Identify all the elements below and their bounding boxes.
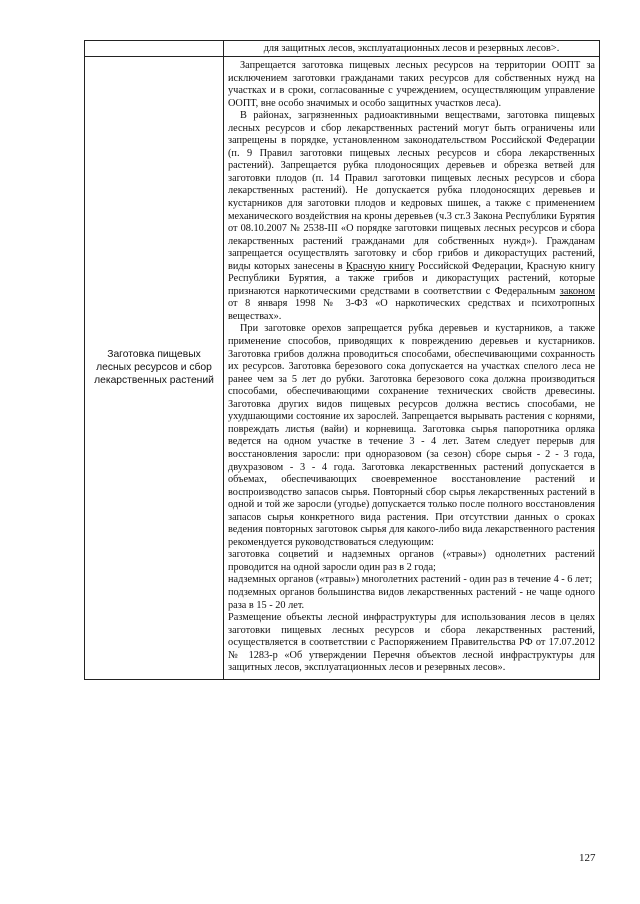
table-row: [85, 41, 600, 57]
paragraph-4: заготовка соцветий и надземных органов («травы») однолетних растений проводится на одной заросли один раз в 2 года;: [228, 549, 595, 573]
category-cell: [85, 57, 224, 680]
category-label: Заготовка пищевых лесных ресурсов и сбор лекарственных растений: [94, 349, 214, 387]
table-cell-continuation: [224, 41, 600, 57]
paragraph-1: Запрещается заготовка пищевых лесных ресурсов на территории ООПТ за исключением заготовки гражданами таких ресурсов для собственных нужд на участках и в сроки, согласованные с учреждением, осуществляющим управление ООПТ, вне особо значимых и особо защитных участков леса).: [228, 60, 595, 109]
paragraph-7: Размещение объекты лесной инфраструктуры для использования лесов в целях заготовки пищевых лесных ресурсов и сбора лекарственных растений, осуществляется в соответствии с Распоряжением Правительства РФ от 17.07.2012 № 1283-р «Об утверждении Перечня объектов лесной инфраструктуры для защитных лесов, эксплуатационных лесов и резервных лесов».: [228, 612, 595, 674]
table-cell-empty: [85, 41, 224, 57]
link-federal-law[interactable]: законом: [559, 285, 595, 297]
regulation-table: [84, 40, 600, 680]
continuation-text: для защитных лесов, эксплуатационных лесов и резервных лесов>.: [263, 43, 560, 54]
table-row: [85, 57, 600, 680]
content-cell: [224, 57, 600, 680]
paragraph-6: подземных органов большинства видов лекарственных растений - не чаще одного раза в 15 - 20 лет.: [228, 586, 595, 611]
paragraph-5: надземных органов («травы») многолетних растений - один раз в течение 4 - 6 лет;: [228, 574, 593, 586]
link-red-book[interactable]: Красную книгу: [346, 260, 415, 272]
paragraph-2: В районах, загрязненных радиоактивными веществами, заготовка пищевых лесных ресурсов и сбор лекарственных растений могут быть ограничены или запрещены в порядке, установленном законодательством Российской Федерации (п. 9 Правил заготовки пищевых лесных ресурсов и сбора лекарственных растений). Запрещается рубка плодоносящих деревьев и обрезка ветвей для заготовки плодов (п. 14 Правил заготовки пищевых лесных ресурсов и сбора лекарственных растений). Не допускается рубка плодоносящих деревьев и кустарников для заготовки плодов и кедровых шишек, а также с применением механического воздействия на кроны деревьев (ч.3 ст.3 Закона Республики Бурятия от 08.10.2007 № 2538-III «О порядке заготовки пищевых лесных ресурсов и сбора лекарственных растений гражданами для собственных нужд»). Гражданам запрещается осуществлять заготовку и сбор грибов и дикорастущих растений, виды которых занесены в Красную книгу Российской Федерации, Красную книгу Республики Бурятия, а также грибов и дикорастущих растений, которые признаются наркотическими средствами в соответствии с Федеральным законом от 8 января 1998 № 3-ФЗ «О наркотических средствах и психотропных веществах».: [228, 110, 595, 322]
paragraph-3: При заготовке орехов запрещается рубка деревьев и кустарников, а также применение способов, приводящих к повреждению деревьев и кустарников. Заготовка грибов должна проводиться способами, обеспечивающими сохранность их ресурсов. Заготовка березового сока допускается на участках спелого леса не ранее чем за 5 лет до рубки. Заготовка березового сока должна производиться способами, обеспечивающими сохранение технических свойств древесины. Заготовка других видов пищевых ресурсов должна вестись способами, не ухудшающими состояние их зарослей. Запрещается вырывать растения с корнями, повреждать листья (вайи) и корневища. Заготовка сырья папоротника орляка ведется на одном участке в течение 3 - 4 лет. Затем следует перерыв для восстановления заросли: при одноразовом (за сезон) сборе сырья - 2 - 3 года, двухразовом - 3 - 4 года. Заготовка лекарственных растений допускается в объемах, обеспечивающих своевременное восстановление растений и воспроизводство запасов сырья. Повторный сбор сырья лекарственных растений в одной и той же заросли (угодье) допускается только после полного восстановления запасов сырья конкретного вида растения. При отсутствии данных о сроках ведения повторных заготовок сырья для какого-либо вида лекарственного растения рекомендуется руководствоваться следующим:: [228, 323, 595, 548]
page-number: 127: [579, 852, 596, 864]
